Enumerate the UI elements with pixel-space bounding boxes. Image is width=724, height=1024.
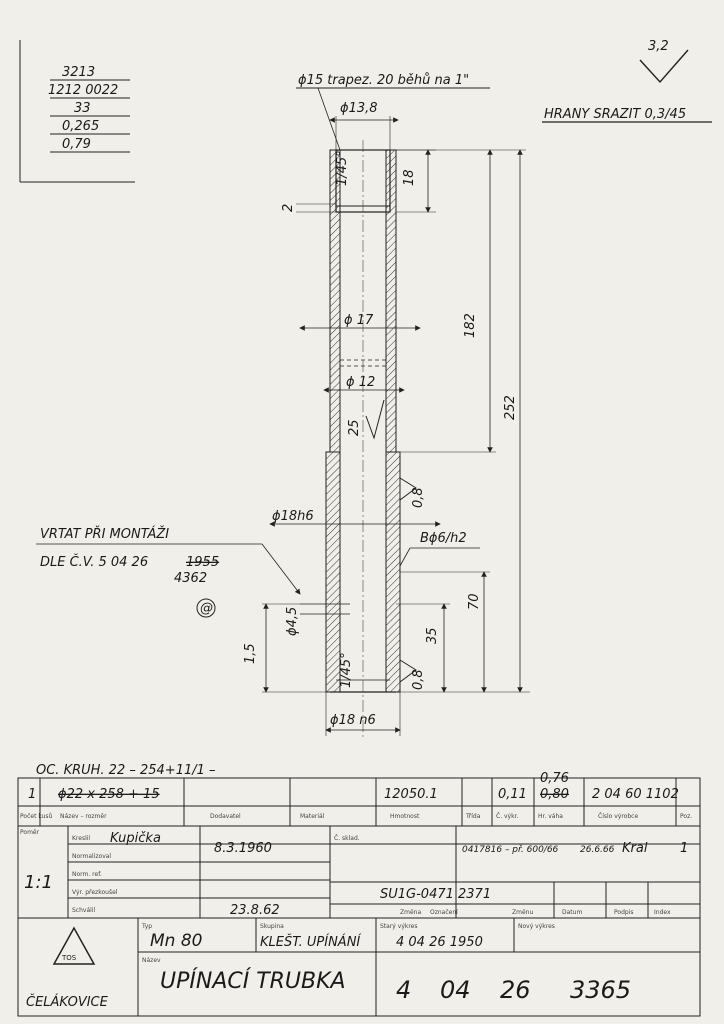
tb-revision-sig: Kral: [622, 841, 648, 856]
dim-18: 18: [402, 169, 417, 186]
company-logo: [54, 928, 94, 964]
dim-2: 2: [281, 203, 296, 212]
name-label: Název: [142, 957, 161, 964]
tb-row-label-1: Kreslil: [72, 835, 91, 842]
tb-su-code: SU1G-0471 2371: [380, 887, 492, 902]
material-line: OC. KRUH. 22 – 254+11/1 –: [36, 763, 216, 778]
parts-gross-old: 0,80: [540, 787, 569, 802]
dim-dia-18n6: ϕ18 n6: [330, 713, 376, 728]
parts-header-supplier: Dodavatel: [210, 813, 241, 820]
type-label: Typ: [142, 923, 153, 930]
parts-header-name: Název – rozměr: [60, 813, 107, 820]
drill-note-old-number: 1955: [186, 555, 220, 570]
tb-col-mark: Označení: [430, 909, 458, 916]
tb-row-label-3: Norm. ref.: [72, 871, 102, 878]
dim-15: 1,5: [243, 643, 258, 664]
drill-note-mark: @: [200, 601, 213, 616]
group-number: 4 04 26 1950: [396, 935, 483, 950]
roughness-value: 3,2: [648, 39, 669, 54]
drawing-number-4: 3365: [570, 976, 632, 1004]
dim-35: 35: [425, 627, 440, 644]
drawing-number-3: 26: [500, 976, 531, 1004]
parts-number: 2 04 60 1102: [592, 787, 679, 802]
type-value: Mn 80: [150, 931, 203, 951]
svg-text:TOS: TOS: [62, 954, 77, 962]
tube-section: [300, 140, 400, 740]
bore-top-dimension: ϕ13,8: [340, 101, 378, 116]
corner-value-3: 33: [74, 101, 91, 116]
company-name: ČELÁKOVICE: [26, 995, 108, 1010]
parts-header-material: Materiál: [300, 813, 325, 820]
tb-row-label-2: Normalizoval: [72, 853, 112, 860]
tb-row-label-4: Výr. přezkoušel: [72, 889, 118, 896]
roughness-08-lower: 0,8: [411, 669, 426, 690]
dim-dia-17: ϕ 17: [344, 313, 374, 328]
roughness-symbol: [640, 50, 688, 82]
thread-dimension: ϕ15 trapez. 20 běhů na 1": [298, 73, 470, 88]
parts-header-drawing: Č. výkr.: [496, 813, 519, 820]
tb-row-date-1: 8.3.1960: [214, 841, 272, 856]
parts-header-count: Počet kusů: [20, 813, 53, 820]
corner-value-1: 3213: [62, 65, 96, 80]
parts-header-gross: Hr. váha: [538, 813, 563, 820]
corner-value-4: 0,265: [62, 119, 100, 134]
tb-number-label: Č. sklad.: [334, 835, 360, 842]
parts-header-class: Třída: [466, 813, 481, 820]
parts-material-code: 12050.1: [384, 787, 438, 802]
part-name: UPÍNACÍ TRUBKA: [160, 969, 346, 994]
top-chamfer: 1/45°: [335, 150, 350, 186]
dim-hole-45: ϕ4,5: [285, 606, 300, 636]
tb-revision-note: 0417816 – př. 600/66: [462, 845, 559, 855]
parts-weight: 0,11: [498, 787, 527, 802]
drill-note-line2: DLE Č.V. 5 04 26: [40, 555, 149, 570]
corner-value-5: 0,79: [62, 137, 91, 152]
scale-label: Poměr: [20, 829, 40, 836]
bottom-chamfer: 1/45°: [339, 652, 354, 688]
tb-col-sign: Podpis: [614, 909, 634, 916]
parts-gross-new: 0,76: [540, 771, 569, 786]
dim-252: 252: [503, 395, 518, 420]
parts-header-mass: Hmotnost: [390, 813, 420, 820]
dim-182: 182: [463, 313, 478, 338]
drill-note-new-number: 4362: [174, 571, 208, 586]
old-number-label: Starý výkres: [380, 923, 418, 930]
drill-note-line1: VRTAT PŘI MONTÁŽI: [40, 527, 170, 542]
assembly-label: Skupina: [260, 923, 284, 930]
assembly-value: KLEŠT. UPÍNÁNÍ: [260, 935, 361, 950]
scale-value: 1:1: [24, 872, 53, 893]
drawing-number-1: 4: [396, 976, 412, 1004]
tb-row-label-5: Schválil: [72, 907, 96, 914]
tb-approval-date: 23.8.62: [230, 903, 280, 918]
tb-col-index: Index: [654, 909, 671, 916]
edge-note: HRANY SRAZIT 0,3/45: [544, 107, 687, 122]
parts-header-maker: Číslo výrobce: [598, 813, 639, 820]
dim-dia-12: ϕ 12: [346, 375, 376, 390]
tb-col-change: Změna: [400, 909, 422, 916]
parts-pos: 1: [28, 787, 37, 802]
tb-revision-date: 26.6.66: [580, 845, 615, 855]
parts-size: ϕ22 x 258 + 15: [58, 787, 160, 802]
drawing-number-2: 04: [440, 976, 471, 1004]
corner-value-2: 1212 0022: [48, 83, 119, 98]
dim-dia-18h6: ϕ18h6: [272, 509, 314, 524]
roughness-08-upper: 0,8: [411, 487, 426, 508]
tb-col-date: Datum: [562, 909, 583, 916]
parts-header-pos: Poz.: [680, 813, 693, 820]
tb-revision-pos: 1: [680, 841, 689, 856]
dim-70: 70: [467, 593, 482, 610]
tb-col-changed: Změnu: [512, 909, 534, 916]
tb-row-name-1: Kupička: [110, 831, 161, 846]
fit-note: Bϕ6/h2: [420, 531, 467, 546]
new-number-label: Nový výkres: [518, 923, 555, 930]
roughness-25: 25: [347, 419, 362, 436]
